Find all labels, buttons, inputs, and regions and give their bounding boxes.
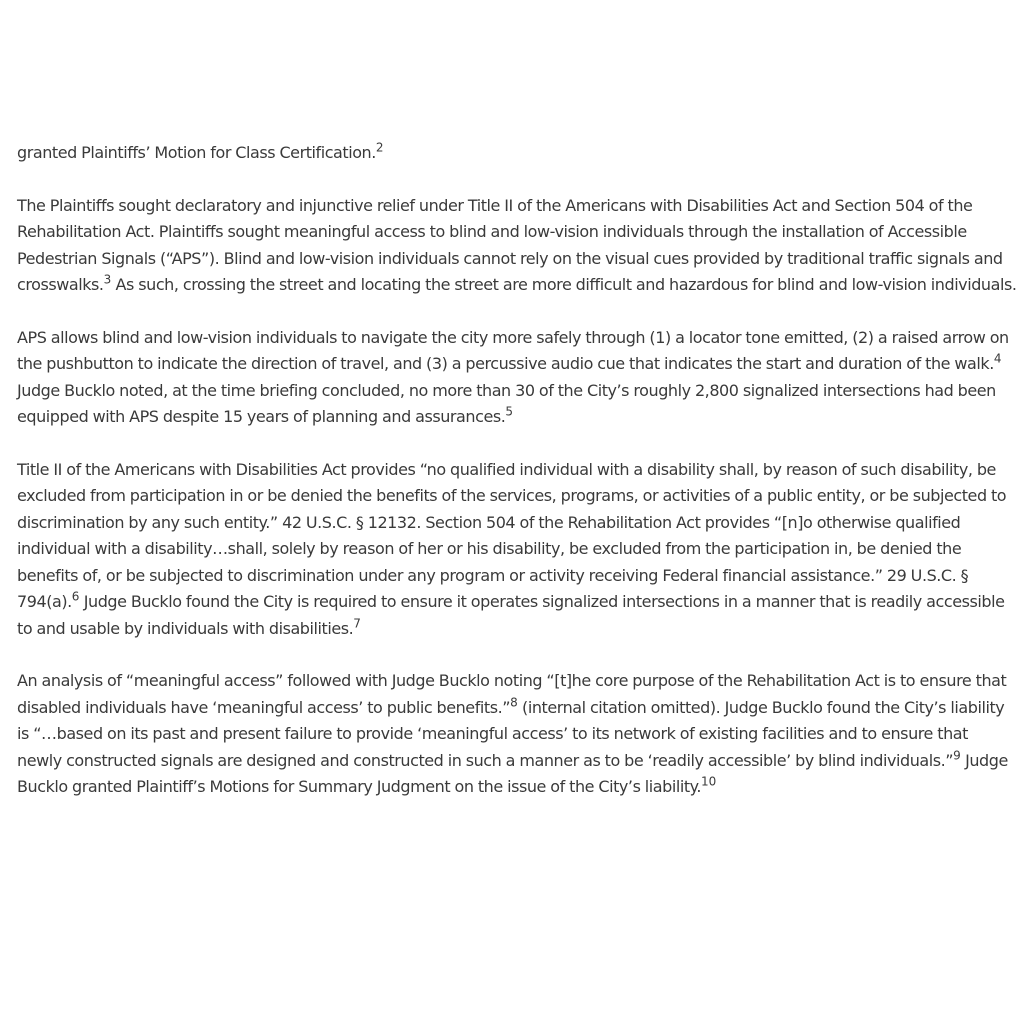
document-body: [17, 140, 1017, 827]
paragraph-text: Judge Bucklo granted Plaintiff’s Motions for Summary Judgment on the issue of the City’s liability.: [17, 750, 1008, 796]
footnote-ref[interactable]: 4: [993, 351, 1002, 366]
paragraph: [17, 457, 1017, 643]
footnote-ref[interactable]: 5: [505, 404, 514, 419]
footnote-ref[interactable]: 2: [375, 140, 384, 155]
footnote-ref[interactable]: 7: [353, 615, 361, 630]
paragraph-text: Title II of the Americans with Disabilities Act provides “no qualified individual with a disability shall, by reason of such disability, be excluded from participation in or be denied the benefits of the services, programs, or activities of a public entity, or be subjected to discrimination by any such entity.” 42 U.S.C. § 12132. Section 504 of the Rehabilitation Act provides “[n]o otherwise qualified individual with a disability…shall, solely by reason of her or his disability, be excluded from the participation in, be denied the benefits of, or be subjected to discrimination under any program or activity receiving Federal financial assistance.” 29 U.S.C. § 794(a).: [17, 459, 1007, 611]
footnote-ref[interactable]: 6: [71, 589, 80, 604]
paragraph: [17, 140, 1017, 167]
paragraph-text: The Plaintiffs sought declaratory and injunctive relief under Title II of the Americans with Disabilities Act and Section 504 of the Rehabilitation Act. Plaintiffs sought meaningful access to blind and low-vision individuals through the installation of Accessible Pedestrian Signals (“APS”). Blind and low-vision individuals cannot rely on the visual cues provided by traditional traffic signals and crosswalks.: [17, 195, 1003, 294]
paragraph-text: As such, crossing the street and locating the street are more difficult and hazardous for blind and low-vision individuals.: [111, 275, 1017, 294]
paragraph-text: Judge Bucklo found the City is required to ensure it operates signalized intersections in a manner that is readily accessible to and usable by individuals with disabilities.: [17, 592, 1005, 638]
paragraph: [17, 193, 1017, 299]
paragraph-text: APS allows blind and low-vision individuals to navigate the city more safely through (1) a locator tone emitted, (2) a raised arrow on the pushbutton to indicate the direction of travel, and (3) a percussive audio cue that indicates the start and duration of the walk.: [17, 327, 1009, 373]
footnote-ref[interactable]: 10: [701, 774, 717, 789]
paragraph: [17, 325, 1017, 431]
paragraph-text: An analysis of “meaningful access” followed with Judge Bucklo noting “[t]he core purpose of the Rehabilitation Act is to ensure that disabled individuals have ‘meaningful access’ to public benefits.”: [17, 671, 1007, 717]
paragraph: [17, 668, 1017, 801]
paragraph-text: granted Plaintiffs’ Motion for Class Certification.: [17, 143, 376, 162]
footnote-ref[interactable]: 8: [510, 694, 518, 709]
paragraph-text: (internal citation omitted). Judge Bucklo found the City’s liability is “…based on its past and present failure to provide ‘meaningful access’ to its network of existing facilities and to ensure that newly constructed signals are designed and constructed in such a manner as to be ‘readily accessible’ by blind individuals.”: [17, 697, 1005, 770]
footnote-ref[interactable]: 9: [953, 747, 961, 762]
footnote-ref[interactable]: 3: [103, 272, 112, 287]
paragraph-text: Judge Bucklo noted, at the time briefing concluded, no more than 30 of the City’s roughly 2,800 signalized intersections had been equipped with APS despite 15 years of planning and assurances.: [17, 380, 996, 426]
